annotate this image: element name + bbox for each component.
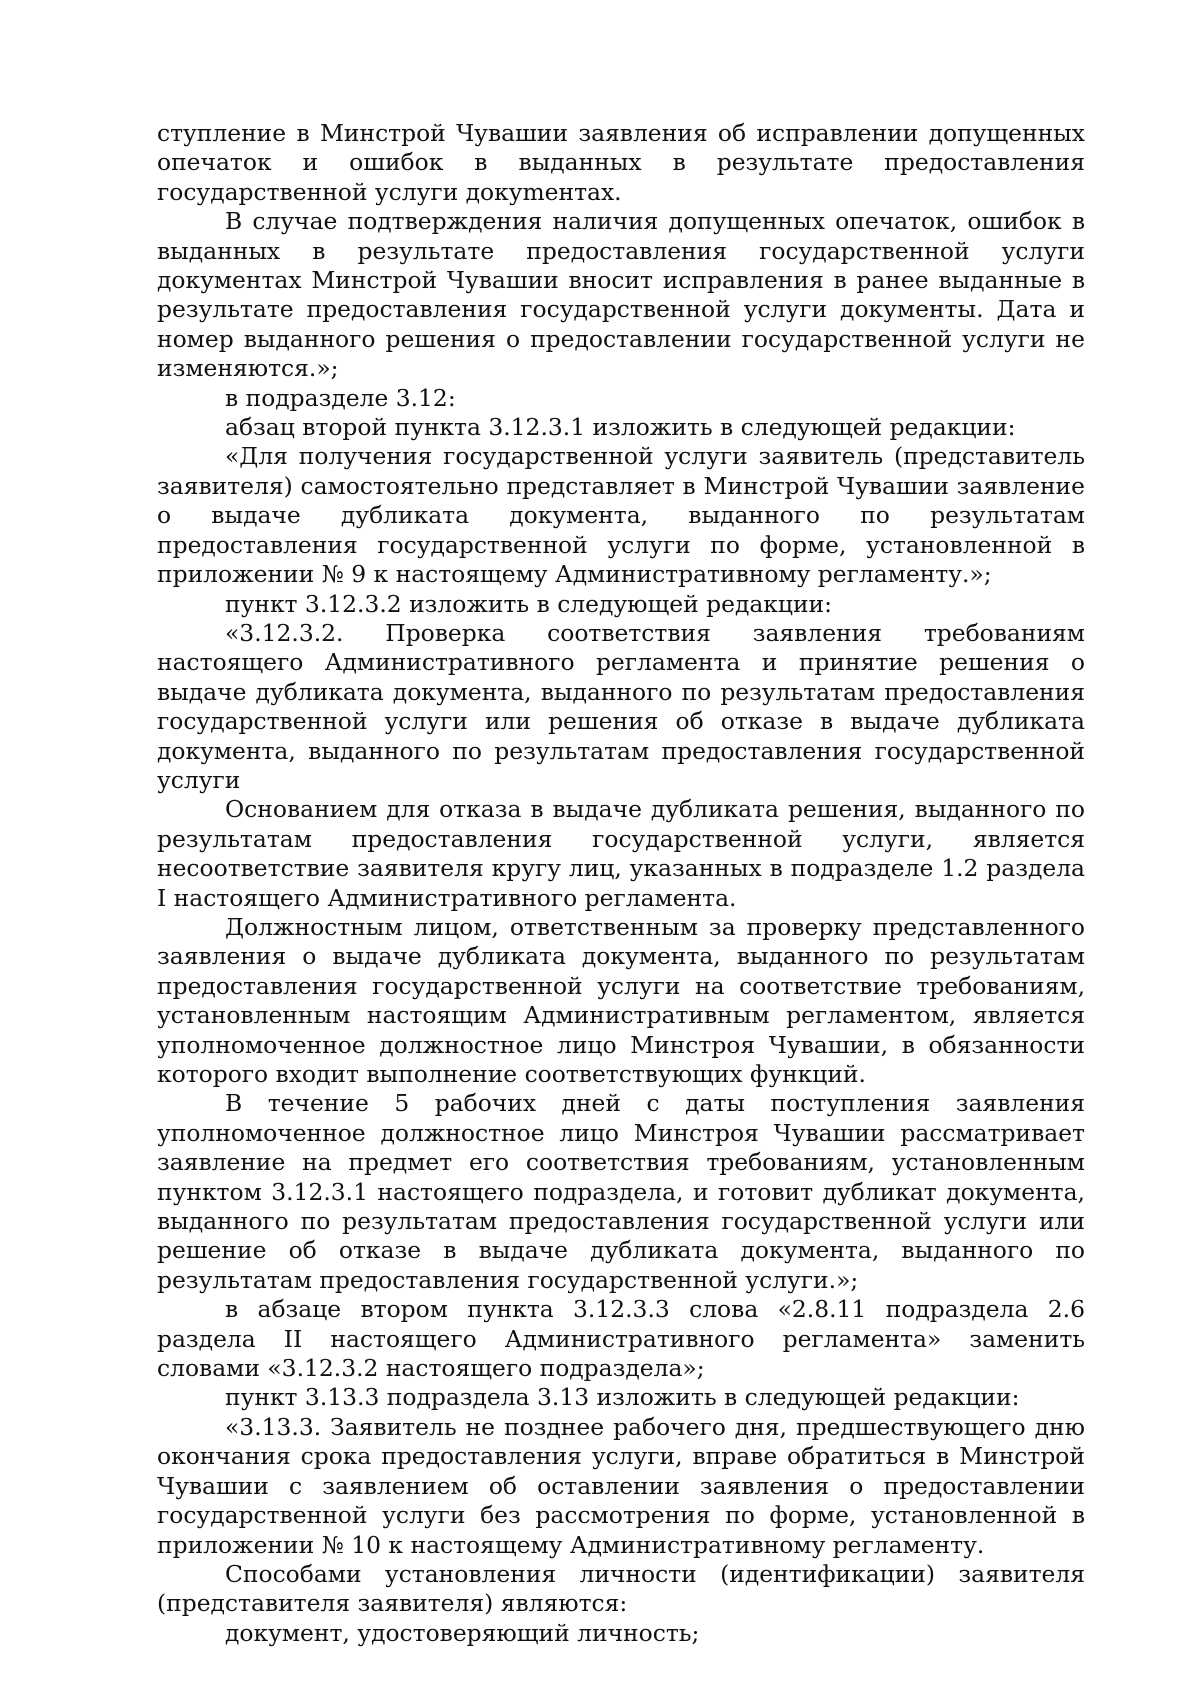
paragraph: «3.13.3. Заявитель не позднее рабочего дня, предшествующего дню окончания срока предоставления услуги, вправе обратиться в Минстрой Чувашии с заявлением об оставлении заявления о предоставлении государственной услуги без рассмотрения по форме, установленной в приложении № 10 к настоящему Административному регламенту.: [157, 1412, 1085, 1559]
paragraph: пункт 3.12.3.2 изложить в следующей редакции:: [225, 589, 833, 618]
document-page: [157, 119, 1085, 1648]
paragraph: В течение 5 рабочих дней с даты поступления заявления уполномоченное должностное лицо Минстроя Чувашии рассматривает заявление на предмет его соответствия требованиям, установленным пунктом 3.12.3.1 настоящего подраздела, и готовит дубликат документа, выданного по результатам предоставления государственной услуги или решение об отказе в выдаче дубликата документа, выданного по результатам предоставления государственной услуги.»;: [157, 1089, 1085, 1294]
paragraph: пункт 3.13.3 подраздела 3.13 изложить в следующей редакции:: [225, 1383, 1020, 1412]
paragraph: «Для получения государственной услуги заявитель (представитель заявителя) самостоятельно представляет в Минстрой Чувашии заявление о выдаче дубликата документа, выданного по результатам предоставления государственной услуги по форме, установленной в приложении № 9 к настоящему Административному регламенту.»;: [157, 442, 1085, 589]
paragraph: документ, удостоверяющий личность;: [225, 1618, 700, 1647]
paragraph: абзац второй пункта 3.12.3.1 изложить в следующей редакции:: [225, 413, 1016, 442]
paragraph: Должностным лицом, ответственным за проверку представленного заявления о выдаче дубликата документа, выданного по результатам предоставления государственной услуги на соответствие требованиям, установленным настоящим Административным регламентом, является уполномоченное должностное лицо Минстроя Чувашии, в обязанности которого входит выполнение соответствующих функций.: [157, 912, 1085, 1088]
paragraph: «3.12.3.2. Проверка соответствия заявления требованиям настоящего Административного регламента и принятие решения о выдаче дубликата документа, выданного по результатам предоставления государственной услуги или решения об отказе в выдаче дубликата документа, выданного по результатам предоставления государственной услуги: [157, 618, 1085, 794]
paragraph: в абзаце втором пункта 3.12.3.3 слова «2.8.11 подраздела 2.6 раздела II настоящего Административного регламента» заменить словами «3.12.3.2 настоящего подраздела»;: [157, 1295, 1085, 1383]
paragraph: Основанием для отказа в выдаче дубликата решения, выданного по результатам предоставления государственной услуги, является несоответствие заявителя кругу лиц, указанных в подразделе 1.2 раздела I настоящего Административного регламента.: [157, 795, 1085, 912]
paragraph: в подразделе 3.12:: [225, 383, 456, 412]
paragraph: В случае подтверждения наличия допущенных опечаток, ошибок в выданных в результате предоставления государственной услуги документах Минстрой Чувашии вносит исправления в ранее выданные в результате предоставления государственной услуги документы. Дата и номер выданного решения о предоставлении государственной услуги не изменяются.»;: [157, 207, 1085, 383]
paragraph: ступление в Минстрой Чувашии заявления об исправлении допущенных опечаток и ошибок в выданных в результате предоставления государственной услуги докуmентах.: [157, 119, 1085, 206]
paragraph: Способами установления личности (идентификации) заявителя (представителя заявителя) являются:: [157, 1559, 1085, 1618]
